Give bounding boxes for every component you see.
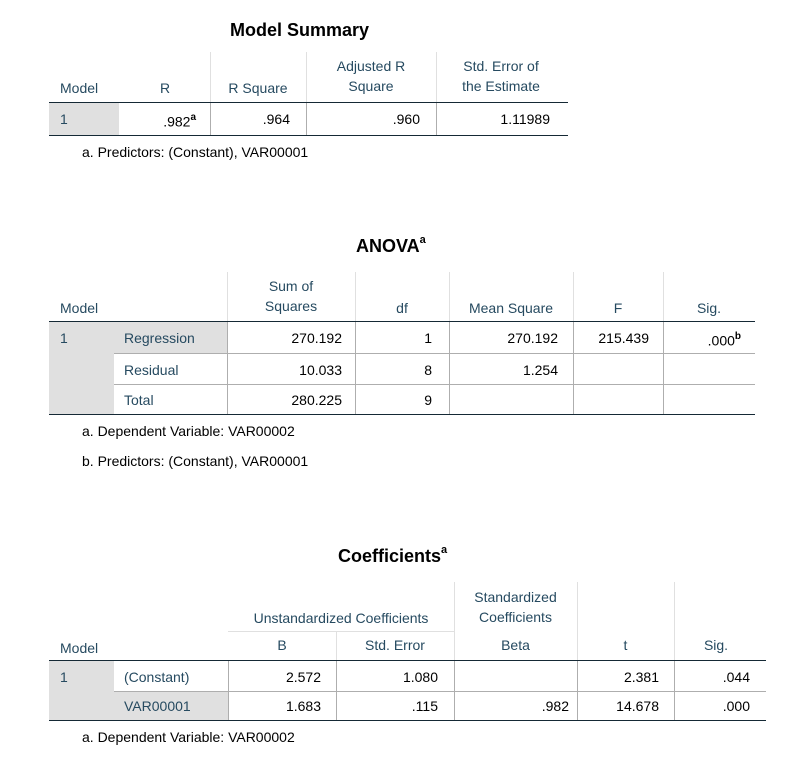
header-sig: Sig. bbox=[696, 300, 722, 316]
cell-r: .982$^a$ bbox=[163, 112, 196, 130]
cell-adjusted-r-square: .960 bbox=[392, 111, 420, 127]
header-std-error: Std. Error bbox=[365, 637, 425, 653]
cell-constant-t: 2.381 bbox=[623, 669, 659, 685]
row-rule bbox=[114, 384, 755, 385]
coefficients-title: Coefficients$^a$ bbox=[338, 544, 448, 566]
cell-std-error: 1.11989 bbox=[500, 111, 550, 127]
header-unstandardized: Unstandardized Coefficients bbox=[253, 610, 429, 626]
header-mean-square: Mean Square bbox=[468, 300, 554, 316]
cell-regression-df: 1 bbox=[424, 330, 432, 346]
cell-var-beta: .982 bbox=[541, 698, 569, 714]
header-df: df bbox=[396, 300, 408, 316]
row-label-total: Total bbox=[124, 392, 154, 408]
header-adjusted-r-square: Adjusted R Square bbox=[336, 58, 406, 94]
cell-residual-ss: 10.033 bbox=[299, 362, 342, 378]
header-rule bbox=[49, 102, 568, 103]
model-summary-title: Model Summary bbox=[230, 20, 370, 40]
model-shade bbox=[49, 322, 114, 414]
cell-constant-std-error: 1.080 bbox=[402, 669, 438, 685]
cell-r-square: .964 bbox=[262, 111, 290, 127]
row-model-number: 1 bbox=[60, 111, 68, 127]
header-std-error-estimate: Std. Error of the Estimate bbox=[462, 58, 540, 94]
bottom-rule bbox=[49, 135, 568, 136]
footnote-b: b. Predictors: (Constant), VAR00001 bbox=[82, 453, 309, 469]
header-rule bbox=[49, 660, 766, 661]
header-sum-of-squares: Sum of Squares bbox=[264, 278, 318, 314]
footnote-a: a. Dependent Variable: VAR00002 bbox=[82, 729, 295, 745]
header-model: Model bbox=[60, 640, 99, 656]
cell-regression-sig: .000$^b$ bbox=[707, 331, 741, 349]
cell-total-ss: 280.225 bbox=[291, 392, 342, 408]
cell-var-std-error: .115 bbox=[411, 698, 438, 714]
group-rule bbox=[228, 631, 454, 632]
cell-var-b: 1.683 bbox=[285, 698, 321, 714]
row-model-number: 1 bbox=[60, 330, 68, 346]
cell-residual-df: 8 bbox=[424, 362, 432, 378]
header-beta: Beta bbox=[501, 637, 530, 653]
header-model: Model bbox=[60, 80, 99, 96]
anova-title: ANOVA$^a$ bbox=[356, 234, 426, 256]
cell-regression-ms: 270.192 bbox=[507, 330, 558, 346]
header-r: R bbox=[159, 80, 171, 96]
header-t: t bbox=[623, 637, 628, 653]
model-shade bbox=[49, 661, 114, 720]
row-rule bbox=[114, 691, 766, 692]
header-r-square: R Square bbox=[228, 80, 288, 96]
header-f: F bbox=[613, 300, 623, 316]
footnote-a: a. Dependent Variable: VAR00002 bbox=[82, 423, 295, 439]
row-label-var00001: VAR00001 bbox=[124, 698, 191, 714]
cell-constant-b: 2.572 bbox=[285, 669, 321, 685]
row-label-constant: (Constant) bbox=[124, 669, 190, 685]
header-model: Model bbox=[60, 300, 99, 316]
cell-regression-ss: 270.192 bbox=[291, 330, 342, 346]
cell-constant-sig: .044 bbox=[722, 669, 750, 685]
footnote-a: a. Predictors: (Constant), VAR00001 bbox=[82, 144, 309, 160]
row-label-residual: Residual bbox=[124, 362, 179, 378]
row-rule bbox=[114, 353, 755, 354]
header-b: B bbox=[277, 637, 287, 653]
cell-residual-ms: 1.254 bbox=[522, 362, 558, 378]
cell-var-sig: .000 bbox=[722, 698, 750, 714]
cell-var-t: 14.678 bbox=[616, 698, 659, 714]
header-standardized: Standardized Coefficients bbox=[474, 589, 557, 625]
cell-total-df: 9 bbox=[424, 392, 432, 408]
row-model-number: 1 bbox=[60, 669, 68, 685]
bottom-rule bbox=[49, 720, 766, 721]
cell-regression-f: 215.439 bbox=[598, 330, 649, 346]
bottom-rule bbox=[49, 414, 755, 415]
row-label-regression: Regression bbox=[124, 330, 195, 346]
header-sig: Sig. bbox=[703, 637, 729, 653]
